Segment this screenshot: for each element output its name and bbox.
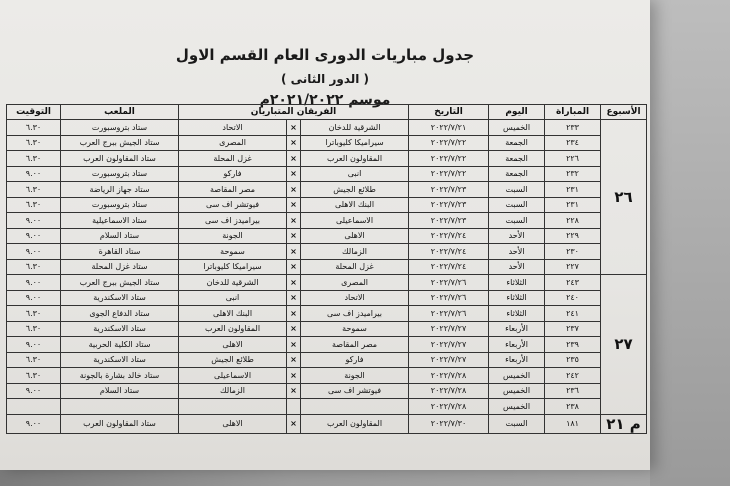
- match-number-cell: ٢٤٢: [545, 368, 601, 384]
- home-team-cell: فيوتشر اف سى: [301, 383, 409, 399]
- table-row: [7, 120, 647, 136]
- away-team-cell: سيراميكا كليوباترا: [179, 259, 287, 275]
- stadium-cell: ستاد جهاز الرياضة: [61, 182, 179, 198]
- header-week: الأسبوع: [601, 105, 647, 120]
- header-teams: الفريقان المتباريان: [179, 105, 409, 120]
- time-cell: ٦.٣٠: [7, 321, 61, 337]
- table-row: [7, 306, 647, 322]
- stadium-cell: ستاد بتروسبورت: [61, 166, 179, 182]
- away-team-cell: سموحة: [179, 244, 287, 260]
- stadium-cell: ستاد الاسماعيلية: [61, 213, 179, 229]
- document-title: جدول مباريات الدورى العام القسم الاول: [175, 46, 475, 64]
- match-number-cell: ٢٣٣: [545, 120, 601, 136]
- stadium-cell: ستاد الاسكندرية: [61, 352, 179, 368]
- match-number-cell: ٢٢٩: [545, 228, 601, 244]
- home-team-cell: [301, 399, 409, 415]
- time-cell: ٩.٠٠: [7, 383, 61, 399]
- table-row: [7, 213, 647, 229]
- day-cell: الأحد: [489, 259, 545, 275]
- home-team-cell: سموحة: [301, 321, 409, 337]
- away-team-cell: انبى: [179, 290, 287, 306]
- background-surface: [650, 0, 730, 486]
- table-row: [7, 197, 647, 213]
- away-team-cell: المقاولون العرب: [179, 321, 287, 337]
- time-cell: ٦.٣٠: [7, 151, 61, 167]
- away-team-cell: الاتحاد: [179, 120, 287, 136]
- table-row: [7, 383, 647, 399]
- date-cell: ٢٠٢٢/٧/٢٣: [409, 182, 489, 198]
- date-cell: ٢٠٢٢/٧/٢٧: [409, 352, 489, 368]
- stadium-cell: ستاد السلام: [61, 228, 179, 244]
- stadium-cell: ستاد القاهرة: [61, 244, 179, 260]
- match-number-cell: ٢٣٩: [545, 337, 601, 353]
- day-cell: الجمعة: [489, 135, 545, 151]
- date-cell: ٢٠٢٢/٧/٢٢: [409, 135, 489, 151]
- versus-mark: ×: [287, 166, 301, 182]
- home-team-cell: الجونة: [301, 368, 409, 384]
- versus-mark: ×: [287, 321, 301, 337]
- match-number-cell: ٢٣٢: [545, 166, 601, 182]
- versus-mark: ×: [287, 306, 301, 322]
- match-number-cell: ٢٤١: [545, 306, 601, 322]
- versus-mark: ×: [287, 290, 301, 306]
- match-number-cell: ٢٣٨: [545, 399, 601, 415]
- time-cell: ٩.٠٠: [7, 414, 61, 433]
- date-cell: ٢٠٢٢/٧/٢٢: [409, 151, 489, 167]
- day-cell: الثلاثاء: [489, 306, 545, 322]
- away-team-cell: الشرقية للدخان: [179, 275, 287, 291]
- match-number-cell: ١٨١: [545, 414, 601, 433]
- home-team-cell: الاتحاد: [301, 290, 409, 306]
- home-team-cell: انبى: [301, 166, 409, 182]
- date-cell: ٢٠٢٢/٧/٣٠: [409, 414, 489, 433]
- table-row: [7, 352, 647, 368]
- time-cell: ٦.٣٠: [7, 368, 61, 384]
- home-team-cell: طلائع الجيش: [301, 182, 409, 198]
- header-stadium: الملعب: [61, 105, 179, 120]
- home-team-cell: البنك الاهلى: [301, 197, 409, 213]
- away-team-cell: [179, 399, 287, 415]
- table-row: [7, 368, 647, 384]
- table-row: [7, 228, 647, 244]
- time-cell: ٩.٠٠: [7, 290, 61, 306]
- header-day: اليوم: [489, 105, 545, 120]
- table-row: [7, 337, 647, 353]
- date-cell: ٢٠٢٢/٧/٢٨: [409, 368, 489, 384]
- table-row: [7, 321, 647, 337]
- table-row: [7, 151, 647, 167]
- table-row: [7, 244, 647, 260]
- away-team-cell: الاسماعيلى: [179, 368, 287, 384]
- day-cell: الثلاثاء: [489, 290, 545, 306]
- date-cell: ٢٠٢٢/٧/٢٦: [409, 290, 489, 306]
- time-cell: ٦.٣٠: [7, 135, 61, 151]
- away-team-cell: طلائع الجيش: [179, 352, 287, 368]
- stadium-cell: ستاد الاسكندرية: [61, 290, 179, 306]
- date-cell: ٢٠٢٢/٧/٢٣: [409, 213, 489, 229]
- home-team-cell: الشرقية للدخان: [301, 120, 409, 136]
- versus-mark: ×: [287, 368, 301, 384]
- away-team-cell: البنك الاهلى: [179, 306, 287, 322]
- match-number-cell: ٢٤٠: [545, 290, 601, 306]
- away-team-cell: فاركو: [179, 166, 287, 182]
- versus-mark: ×: [287, 244, 301, 260]
- match-number-cell: ٢٢٨: [545, 213, 601, 229]
- date-cell: ٢٠٢٢/٧/٢٧: [409, 337, 489, 353]
- stadium-cell: ستاد الجيش ببرج العرب: [61, 135, 179, 151]
- versus-mark: ×: [287, 275, 301, 291]
- day-cell: الخميس: [489, 120, 545, 136]
- day-cell: الجمعة: [489, 166, 545, 182]
- home-team-cell: المصرى: [301, 275, 409, 291]
- match-number-cell: ٢٢٦: [545, 151, 601, 167]
- schedule-table: [6, 104, 647, 434]
- versus-mark: ×: [287, 259, 301, 275]
- match-number-cell: ٢٣٧: [545, 321, 601, 337]
- day-cell: الأربعاء: [489, 352, 545, 368]
- away-team-cell: الزمالك: [179, 383, 287, 399]
- day-cell: الخميس: [489, 399, 545, 415]
- match-number-cell: ٢٣١: [545, 197, 601, 213]
- date-cell: ٢٠٢٢/٧/٢٣: [409, 197, 489, 213]
- match-number-cell: ٢٣٦: [545, 383, 601, 399]
- date-cell: ٢٠٢٢/٧/٢٢: [409, 166, 489, 182]
- date-cell: ٢٠٢٢/٧/٢٨: [409, 383, 489, 399]
- time-cell: ٦.٣٠: [7, 306, 61, 322]
- day-cell: السبت: [489, 197, 545, 213]
- day-cell: الثلاثاء: [489, 275, 545, 291]
- date-cell: ٢٠٢٢/٧/٢٧: [409, 321, 489, 337]
- table-row: [7, 135, 647, 151]
- time-cell: ٦.٣٠: [7, 352, 61, 368]
- date-cell: ٢٠٢٢/٧/٢٤: [409, 259, 489, 275]
- away-team-cell: الجونة: [179, 228, 287, 244]
- week-number-cell: م ٢١: [601, 414, 647, 433]
- time-cell: ٩.٠٠: [7, 244, 61, 260]
- stadium-cell: ستاد غزل المحلة: [61, 259, 179, 275]
- day-cell: السبت: [489, 414, 545, 433]
- home-team-cell: الاهلى: [301, 228, 409, 244]
- table-row: [7, 259, 647, 275]
- table-row: [7, 290, 647, 306]
- day-cell: الأحد: [489, 228, 545, 244]
- week-number-cell: ٢٦: [601, 120, 647, 275]
- versus-mark: ×: [287, 135, 301, 151]
- time-cell: ٩.٠٠: [7, 337, 61, 353]
- stadium-cell: ستاد خالد بشارة بالجونة: [61, 368, 179, 384]
- stadium-cell: ستاد بتروسبورت: [61, 197, 179, 213]
- versus-mark: ×: [287, 383, 301, 399]
- home-team-cell: المقاولون العرب: [301, 151, 409, 167]
- time-cell: ٩.٠٠: [7, 228, 61, 244]
- home-team-cell: مصر المقاصة: [301, 337, 409, 353]
- away-team-cell: فيوتشر اف سى: [179, 197, 287, 213]
- stadium-cell: ستاد الجيش ببرج العرب: [61, 275, 179, 291]
- date-cell: ٢٠٢٢/٧/٢١: [409, 120, 489, 136]
- away-team-cell: مصر المقاصة: [179, 182, 287, 198]
- season-label: موسم ٢٠٢١/٢٠٢٢م: [259, 92, 391, 108]
- time-cell: ٩.٠٠: [7, 275, 61, 291]
- stadium-cell: ستاد الكلية الحربية: [61, 337, 179, 353]
- stadium-cell: ستاد المقاولون العرب: [61, 414, 179, 433]
- day-cell: الجمعة: [489, 151, 545, 167]
- versus-mark: ×: [287, 213, 301, 229]
- match-number-cell: ٢٣٥: [545, 352, 601, 368]
- date-cell: ٢٠٢٢/٧/٢٤: [409, 228, 489, 244]
- day-cell: الخميس: [489, 383, 545, 399]
- time-cell: ٦.٣٠: [7, 259, 61, 275]
- away-team-cell: الاهلى: [179, 337, 287, 353]
- versus-mark: [287, 399, 301, 415]
- table-row: [7, 166, 647, 182]
- versus-mark: ×: [287, 228, 301, 244]
- away-team-cell: بيراميدز اف سى: [179, 213, 287, 229]
- table-row: [7, 414, 647, 433]
- home-team-cell: الاسماعيلى: [301, 213, 409, 229]
- home-team-cell: سيراميكا كليوباترا: [301, 135, 409, 151]
- match-number-cell: ٢٣٤: [545, 135, 601, 151]
- stadium-cell: ستاد بتروسبورت: [61, 120, 179, 136]
- header-row: [7, 105, 647, 120]
- time-cell: [7, 399, 61, 415]
- home-team-cell: الزمالك: [301, 244, 409, 260]
- versus-mark: ×: [287, 182, 301, 198]
- day-cell: الأحد: [489, 244, 545, 260]
- match-number-cell: ٢٤٣: [545, 275, 601, 291]
- time-cell: ٩.٠٠: [7, 213, 61, 229]
- away-team-cell: الاهلى: [179, 414, 287, 433]
- date-cell: ٢٠٢٢/٧/٢٦: [409, 306, 489, 322]
- time-cell: ٦.٣٠: [7, 120, 61, 136]
- document-subtitle: ( الدور الثانى ): [280, 72, 370, 86]
- table-row: [7, 275, 647, 291]
- away-team-cell: المصرى: [179, 135, 287, 151]
- stadium-cell: ستاد الدفاع الجوى: [61, 306, 179, 322]
- versus-mark: ×: [287, 352, 301, 368]
- versus-mark: ×: [287, 414, 301, 433]
- date-cell: ٢٠٢٢/٧/٢٦: [409, 275, 489, 291]
- home-team-cell: المقاولون العرب: [301, 414, 409, 433]
- away-team-cell: غزل المحلة: [179, 151, 287, 167]
- time-cell: ٦.٣٠: [7, 182, 61, 198]
- table-row: [7, 182, 647, 198]
- stadium-cell: ستاد السلام: [61, 383, 179, 399]
- day-cell: الأربعاء: [489, 337, 545, 353]
- header-time: التوقيت: [7, 105, 61, 120]
- date-cell: ٢٠٢٢/٧/٢٤: [409, 244, 489, 260]
- date-cell: ٢٠٢٢/٧/٢٨: [409, 399, 489, 415]
- versus-mark: ×: [287, 151, 301, 167]
- time-cell: ٩.٠٠: [7, 166, 61, 182]
- day-cell: الخميس: [489, 368, 545, 384]
- match-number-cell: ٢٢٧: [545, 259, 601, 275]
- home-team-cell: غزل المحلة: [301, 259, 409, 275]
- time-cell: ٦.٣٠: [7, 197, 61, 213]
- home-team-cell: بيراميدز اف سى: [301, 306, 409, 322]
- table-row: [7, 399, 647, 415]
- versus-mark: ×: [287, 197, 301, 213]
- stadium-cell: [61, 399, 179, 415]
- day-cell: الأربعاء: [489, 321, 545, 337]
- header-date: التاريخ: [409, 105, 489, 120]
- versus-mark: ×: [287, 337, 301, 353]
- stadium-cell: ستاد المقاولون العرب: [61, 151, 179, 167]
- versus-mark: ×: [287, 120, 301, 136]
- week-number-cell: ٢٧: [601, 275, 647, 415]
- day-cell: السبت: [489, 213, 545, 229]
- match-number-cell: ٢٣٠: [545, 244, 601, 260]
- day-cell: السبت: [489, 182, 545, 198]
- stadium-cell: ستاد الاسكندرية: [61, 321, 179, 337]
- home-team-cell: فاركو: [301, 352, 409, 368]
- match-number-cell: ٢٣١: [545, 182, 601, 198]
- header-match: المباراة: [545, 105, 601, 120]
